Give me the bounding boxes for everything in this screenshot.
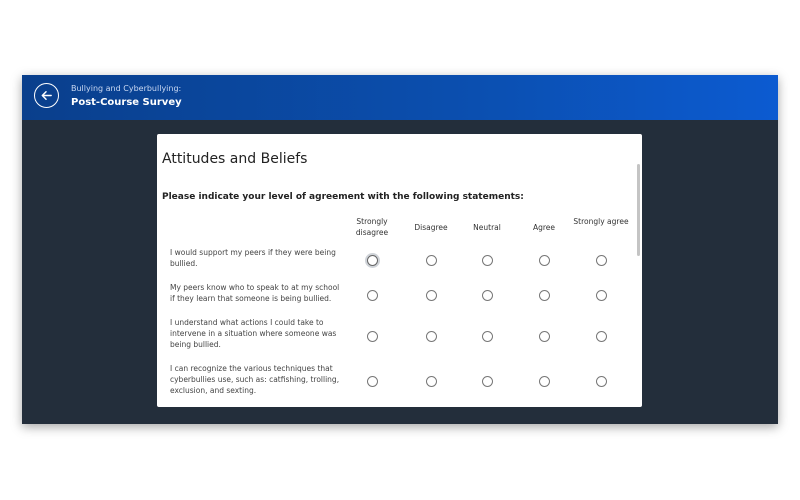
column-header-strongly-agree: Strongly agree [573, 217, 629, 226]
arrow-left-icon [40, 89, 53, 102]
statement-2: My peers know who to speak to at my school if they learn that someone is being bullied. [170, 283, 340, 303]
column-header-disagree: Disagree [414, 223, 448, 232]
header-bar [22, 75, 778, 120]
scrollbar[interactable] [637, 164, 640, 256]
course-title: Post-Course Survey [71, 97, 182, 108]
column-header-strongly-disagree: Strongly disagree [355, 217, 389, 237]
radio-row3-neutral[interactable] [482, 331, 493, 342]
radio-row2-agree[interactable] [539, 290, 550, 301]
radio-row4-neutral[interactable] [482, 376, 493, 387]
radio-row3-disagree[interactable] [426, 331, 437, 342]
column-header-neutral: Neutral [473, 223, 501, 232]
statement-4: I can recognize the various techniques that cyberbullies use, such as: catfishing, trolling, exclusion, and sexting. [170, 364, 340, 395]
radio-row1-agree[interactable] [539, 255, 550, 266]
survey-card [157, 134, 642, 407]
radio-row2-strongly-agree[interactable] [596, 290, 607, 301]
back-button[interactable] [34, 83, 59, 108]
radio-row3-agree[interactable] [539, 331, 550, 342]
radio-row3-strongly-agree[interactable] [596, 331, 607, 342]
radio-row1-disagree[interactable] [426, 255, 437, 266]
radio-row3-strongly-disagree[interactable] [367, 331, 378, 342]
radio-row4-strongly-disagree[interactable] [367, 376, 378, 387]
radio-row1-strongly-agree[interactable] [596, 255, 607, 266]
radio-row1-strongly-disagree[interactable] [367, 255, 378, 266]
radio-row4-agree[interactable] [539, 376, 550, 387]
radio-row1-neutral[interactable] [482, 255, 493, 266]
radio-row4-strongly-agree[interactable] [596, 376, 607, 387]
statement-1: I would support my peers if they were being bullied. [170, 248, 336, 268]
statement-3: I understand what actions I could take to intervene in a situation where someone was being bullied. [170, 318, 337, 349]
course-subtitle: Bullying and Cyberbullying: [71, 84, 182, 93]
section-title: Attitudes and Beliefs [162, 151, 308, 167]
column-header-agree: Agree [532, 223, 556, 232]
radio-row4-disagree[interactable] [426, 376, 437, 387]
instructions-text: Please indicate your level of agreement with the following statements: [162, 192, 524, 202]
radio-row2-disagree[interactable] [426, 290, 437, 301]
radio-row2-strongly-disagree[interactable] [367, 290, 378, 301]
radio-row2-neutral[interactable] [482, 290, 493, 301]
app-window [22, 75, 778, 424]
